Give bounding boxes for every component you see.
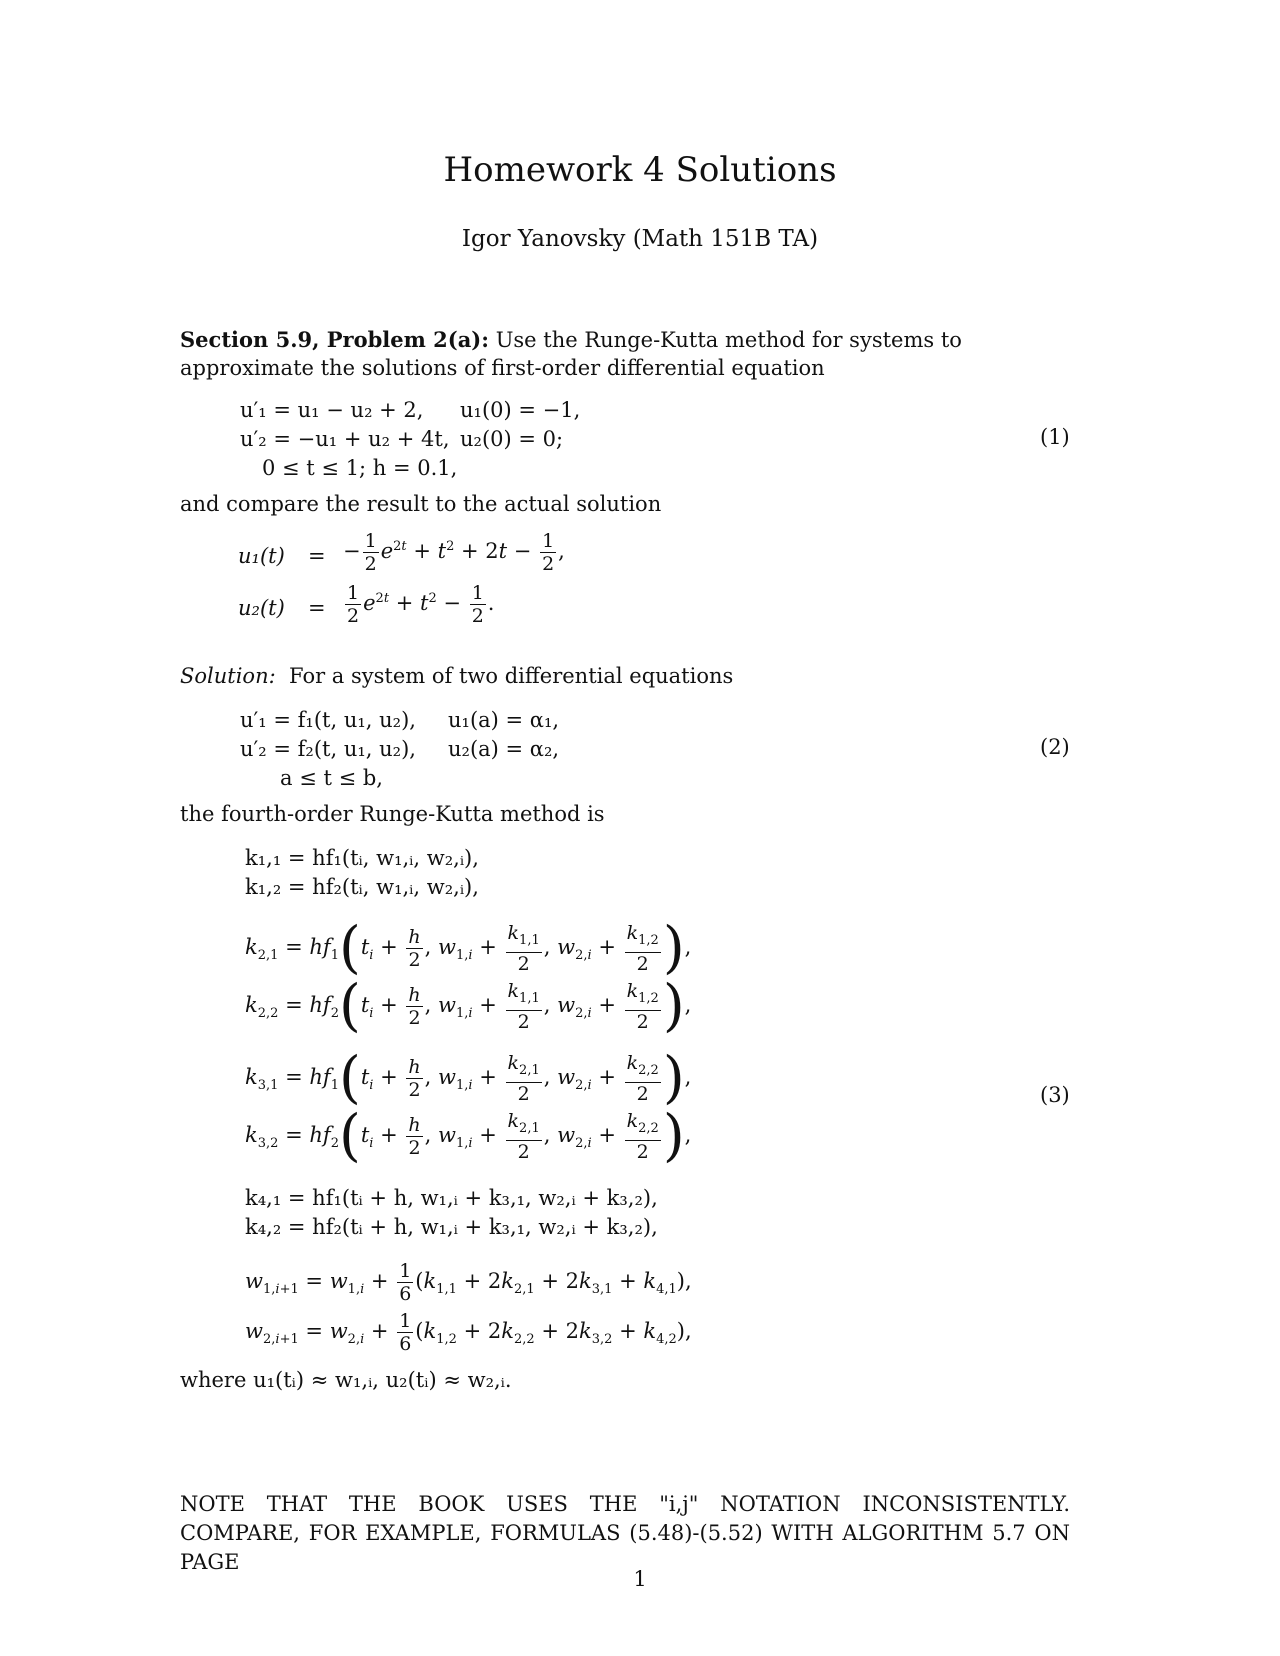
eq2-line1a: u′₁ = f₁(t, u₁, u₂),	[240, 708, 416, 732]
eq2-line1b: u₁(a) = α₁,	[448, 708, 560, 732]
eq1-line3: 0 ≤ t ≤ 1; h = 0.1,	[262, 456, 458, 480]
equation-1	[240, 396, 1060, 488]
u2-rhs: $\frac{1}{2}$ $e^{2t} + t^2$ − $\frac{1}{2}$ .	[347, 582, 495, 627]
note-paragraph: NOTE THAT THE BOOK USES THE "i,j" NOTATION INCONSISTENTLY. COMPARE, FOR EXAMPLE, FORMULAS (5.48)-(5.52) WITH ALGORITHM 5.7 ON PAGE	[180, 1492, 1070, 1574]
eq2-line2a: u′₂ = f₂(t, u₁, u₂),	[240, 737, 416, 761]
author-line: Igor Yanovsky (Math 151B TA)	[461, 226, 819, 252]
k22-line: $k_{2,2} = hf_2(t_i$ + $\frac{h}{2}$ , $w_{1,i}$ + $\frac{k_{1,1}}{2}$ , $w_{2,i}$ + $\frac{k_{1,2}}{2}$ ),	[245, 973, 692, 1039]
eq1-line2b: u₂(0) = 0;	[460, 427, 564, 451]
equation-2	[240, 706, 1060, 798]
problem-heading: Section 5.9, Problem 2(a):	[180, 327, 489, 352]
solution-intro	[180, 662, 1070, 690]
u2-lhs: u₂(t)	[238, 596, 285, 620]
problem-statement	[180, 326, 1070, 382]
rk-text: the fourth-order Runge-Kutta method is	[180, 802, 605, 826]
w2-update-line: $w_{2,i+1} = w_{2,i}$ + $\frac{1}{6}$ $(k_{1,2} + 2k_{2,2} + 2k_{3,2} + k_{4,2})$,	[245, 1310, 692, 1355]
k42-line: k₄,₂ = hf₂(tᵢ + h, w₁,ᵢ + k₃,₁, w₂,ᵢ + k₃,₂),	[245, 1215, 658, 1239]
u1-equals: =	[308, 544, 326, 568]
actual-solution	[238, 530, 738, 640]
eq2-line3: a ≤ t ≤ b,	[280, 766, 383, 790]
k11-line: k₁,₁ = hf₁(tᵢ, w₁,ᵢ, w₂,ᵢ),	[245, 846, 479, 870]
eq2-line2b: u₂(a) = α₂,	[448, 737, 560, 761]
k41-line: k₄,₁ = hf₁(tᵢ + h, w₁,ᵢ + k₃,₁, w₂,ᵢ + k₃,₂),	[245, 1186, 658, 1210]
where-text: where u₁(tᵢ) ≈ w₁,ᵢ, u₂(tᵢ) ≈ w₂,ᵢ.	[180, 1368, 512, 1392]
u2-equals: =	[308, 596, 326, 620]
equation-number-1: (1)	[1040, 425, 1070, 449]
eq1-line1b: u₁(0) = −1,	[460, 398, 581, 422]
page-title: Homework 4 Solutions	[443, 150, 837, 190]
k31-line: $k_{3,1} = hf_1(t_i$ + $\frac{h}{2}$ , $w_{1,i}$ + $\frac{k_{2,1}}{2}$ , $w_{2,i}$ + $\frac{k_{2,2}}{2}$ ),	[245, 1045, 692, 1111]
eq1-line2a: u′₂ = −u₁ + u₂ + 4t,	[240, 427, 450, 451]
k12-line: k₁,₂ = hf₂(tᵢ, w₁,ᵢ, w₂,ᵢ),	[245, 875, 479, 899]
solution-label: Solution:	[180, 664, 276, 688]
equation-number-3: (3)	[1040, 1083, 1070, 1107]
page-number: 1	[633, 1567, 647, 1591]
equation-number-2: (2)	[1040, 735, 1070, 759]
k21-line: $k_{2,1} = hf_1(t_i$ + $\frac{h}{2}$ , $w_{1,i}$ + $\frac{k_{1,1}}{2}$ , $w_{2,i}$ + $\frac{k_{1,2}}{2}$ ),	[245, 915, 692, 981]
w1-update-line: $w_{1,i+1} = w_{1,i}$ + $\frac{1}{6}$ $(k_{1,1} + 2k_{2,1} + 2k_{3,1} + k_{4,1})$,	[245, 1260, 692, 1305]
u1-rhs: − $\frac{1}{2}$ $e^{2t} + t^2 + 2t$ − $\frac{1}{2}$ ,	[343, 530, 565, 575]
k32-line: $k_{3,2} = hf_2(t_i$ + $\frac{h}{2}$ , $w_{1,i}$ + $\frac{k_{2,1}}{2}$ , $w_{2,i}$ + $\frac{k_{2,2}}{2}$ ),	[245, 1103, 692, 1169]
problem-text: Use the Runge-Kutta method for systems to approximate the solutions of first-order differential equation	[180, 328, 962, 380]
compare-text: and compare the result to the actual solution	[180, 492, 662, 516]
eq1-line1a: u′₁ = u₁ − u₂ + 2,	[240, 398, 424, 422]
equation-3	[245, 844, 1045, 1404]
u1-lhs: u₁(t)	[238, 544, 285, 568]
solution-text: For a system of two differential equations	[289, 664, 734, 688]
